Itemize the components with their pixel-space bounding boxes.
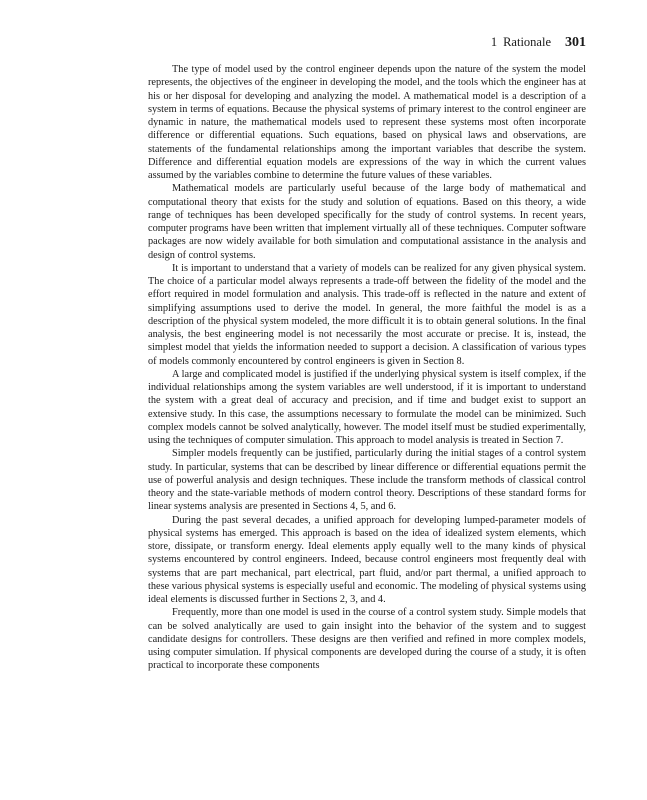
paragraph: During the past several decades, a unified approach for developing lumped-parameter models of physical systems has emerged. This approach is based on the idea of idealized system elements, which store, dissipate, or transform energy. Ideal elements apply equally well to the many kinds of physical systems encountered by control engineers. Indeed, because control engineers most frequently deal with systems that are part mechanical, part electrical, part fluid, and/or part thermal, a unified approach to these various physical systems is especially useful and economic. The modeling of physical systems using ideal elements is discussed further in Sections 2, 3, and 4. [148, 514, 586, 605]
section-number: 1 [490, 35, 498, 49]
paragraph: It is important to understand that a variety of models can be realized for any given physical system. The choice of a particular model always represents a trade-off between the fidelity of the model and the effort required in model formulation and analysis. This trade-off is reflected in the nature and extent of simplifying assumptions used to derive the model. In general, the more faithful the model is as a description of the physical system modeled, the more difficult it is to obtain general solutions. In the final analysis, the best engineering model is not necessarily the most accurate or precise. It is, instead, the simplest model that yields the information needed to support a decision. A classification of various types of models commonly encountered by control engineers is given in Section 8. [148, 262, 586, 367]
paragraph: The type of model used by the control engineer depends upon the nature of the system the model represents, the objectives of the engineer in developing the model, and the tools which the engineer has at his or her disposal for developing and analyzing the model. A mathematical model is a description of a system in terms of equations. Because the physical systems of primary interest to the control engineer are dynamic in nature, the mathematical models used to represent these systems most often incorporate difference or differential equations. Such equations, based on physical laws and observations, are statements of the fundamental relationships among the important variables that describe the system. Difference and differential equation models are expressions of the way in which the current values assumed by the variables combine to determine the future values of these variables. [148, 64, 586, 181]
paragraph: Frequently, more than one model is used in the course of a control system study. Simple models that can be solved analytically are used to gain insight into the behavior of the system and to suggest candidate designs for controllers. These designs are then verified and refined in more complex models, using computer simulation. If physical components are developed during the course of a study, it is often practical to incorporate these components [148, 607, 586, 672]
paragraph: A large and complicated model is justified if the underlying physical system is itself complex, if the individual relationships among the system variables are well understood, if it is important to understand the system with a great deal of accuracy and precision, and if time and budget exist to support an extensive study. In this case, the assumptions necessary to formulate the model can be minimized. Such complex models cannot be solved analytically, however. The model itself must be studied experimentally, using the techniques of computer simulation. This approach to model analysis is treated in Section 7. [148, 368, 586, 446]
section-title: Rationale [503, 35, 551, 49]
body-text [148, 63, 586, 673]
paragraph: Simpler models frequently can be justified, particularly during the initial stages of a control system study. In particular, systems that can be described by linear difference or differential equations permit the use of powerful analysis and design techniques. These include the transform methods of classical control theory and the state-variable methods of modern control theory. Descriptions of these standard forms for linear systems analysis are presented in Sections 4, 5, and 6. [148, 448, 586, 513]
running-head [148, 35, 586, 51]
page-number: 301 [565, 35, 586, 50]
paragraph: Mathematical models are particularly useful because of the large body of mathematical and computational theory that exists for the study and solution of equations. Based on this theory, a wide range of techniques has been developed specifically for the study of control systems. In recent years, computer programs have been written that implement virtually all of these techniques. Computer software packages are now widely available for both simulation and computational assistance in the analysis and design of control systems. [148, 183, 586, 261]
